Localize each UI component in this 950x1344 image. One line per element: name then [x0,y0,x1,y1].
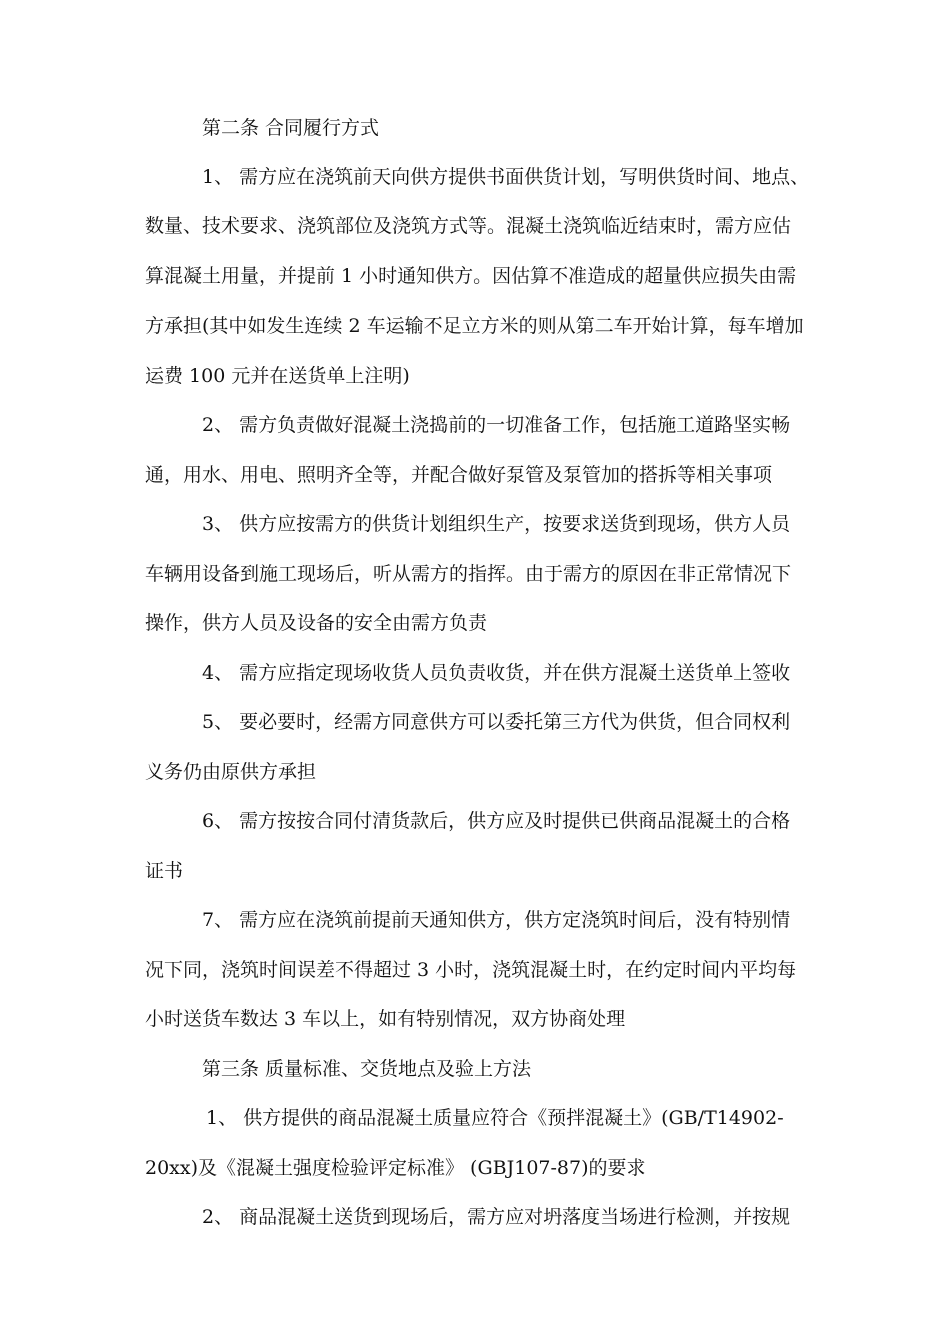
paragraph-line: 2、 商品混凝土送货到现场后，需方应对坍落度当场进行检测，并按规 [202,1206,791,1228]
paragraph-line: 6、 需方按按合同付清货款后，供方应及时提供已供商品混凝土的合格 [202,810,791,832]
paragraph-line: 操作，供方人员及设备的安全由需方负责 [145,612,488,634]
section-heading-3: 第三条 质量标准、交货地点及验上方法 [202,1058,532,1080]
paragraph-line: 运费 100 元并在送货单上注明) [145,365,410,387]
paragraph-line: 况下同，浇筑时间误差不得超过 3 小时，浇筑混凝土时，在约定时间内平均每 [145,959,797,981]
paragraph-line: 1、 需方应在浇筑前天向供方提供书面供货计划，写明供货时间、地点、 [202,166,810,188]
section-heading-2: 第二条 合同履行方式 [202,117,380,139]
paragraph-line: 通，用水、用电、照明齐全等，并配合做好泵管及泵管加的搭拆等相关事项 [145,464,773,486]
paragraph-line: 小时送货车数达 3 车以上，如有特别情况，双方协商处理 [145,1008,626,1030]
paragraph-line: 5、 要必要时，经需方同意供方可以委托第三方代为供货，但合同权利 [202,711,791,733]
paragraph-line: 车辆用设备到施工现场后，听从需方的指挥。由于需方的原因在非正常情况下 [145,563,792,585]
paragraph-line: 方承担(其中如发生连续 2 车运输不足立方米的则从第二车开始计算，每车增加 [145,315,804,337]
paragraph-line: 2、 需方负责做好混凝土浇捣前的一切准备工作，包括施工道路坚实畅 [202,414,791,436]
paragraph-line: 1、 供方提供的商品混凝土质量应符合《预拌混凝土》(GB/T14902- [206,1107,784,1129]
paragraph-line: 算混凝土用量，并提前 1 小时通知供方。因估算不准造成的超量供应损失由需 [145,265,797,287]
paragraph-line: 数量、技术要求、浇筑部位及浇筑方式等。混凝土浇筑临近结束时，需方应估 [145,215,792,237]
paragraph-line: 7、 需方应在浇筑前提前天通知供方，供方定浇筑时间后，没有特别情 [202,909,791,931]
paragraph-line: 义务仍由原供方承担 [145,761,317,783]
paragraph-line: 20xx)及《混凝土强度检验评定标准》 (GBJ107-87)的要求 [145,1157,646,1179]
paragraph-line: 证书 [145,860,184,882]
paragraph-line: 3、 供方应按需方的供货计划组织生产，按要求送货到现场，供方人员 [202,513,791,535]
paragraph-line: 4、 需方应指定现场收货人员负责收货，并在供方混凝土送货单上签收 [202,662,791,684]
